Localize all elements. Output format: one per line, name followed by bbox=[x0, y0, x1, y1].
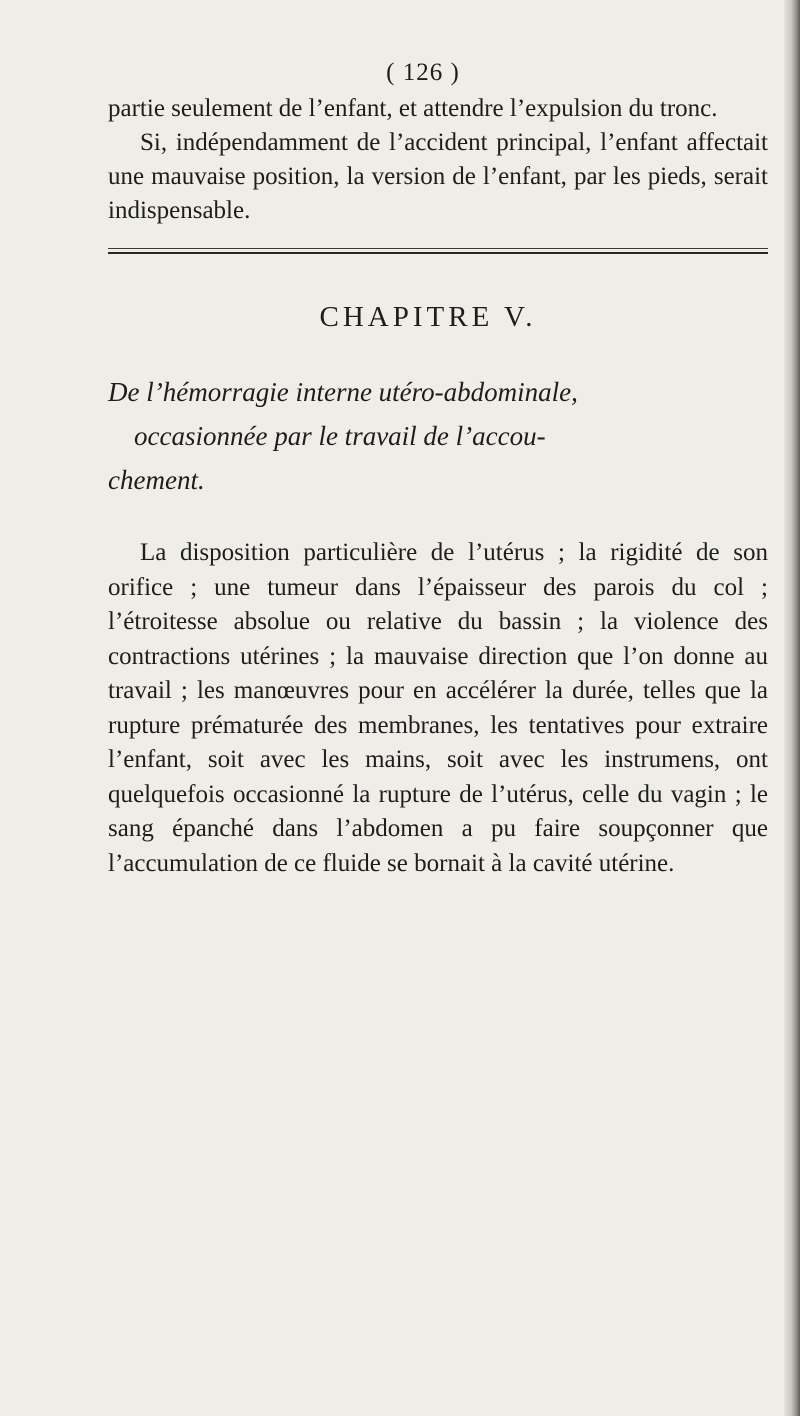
chapter-title: CHAPITRE V. bbox=[319, 301, 537, 333]
body-paragraph: La disposition particulière de l’utérus ; la rigidité de son orifice ; une tumeur dans l’épaisseur des parois du col ; l’étroitesse absolue ou relative du bassin ; la violence des contractions utérines ; la mauvaise direction que l’on donne au travail ; les manœuvres pour en accélérer la durée, telles que la rupture prématurée des membranes, les tentatives pour extraire l’enfant, soit avec les mains, soit avec les instrumens, ont quelquefois occasionné la rupture de l’utérus, celle du vagin ; le sang épanché dans l’abdomen a pu faire soupçonner que l’accumulation de ce fluide se bornait à la cavité utérine. bbox=[108, 539, 768, 877]
chapter-body bbox=[108, 536, 768, 881]
chapter-subtitle bbox=[108, 370, 768, 502]
chapter-subtitle-line-1: De l’hémorragie interne utéro-abdominale, bbox=[108, 377, 578, 407]
paragraph-version: Si, indépendamment de l’accident principal, l’enfant affectait une mauvaise position, la version de l’enfant, par les pieds, serait indispensable. bbox=[108, 129, 768, 224]
divider-thick-line bbox=[108, 252, 768, 254]
page-edge-shadow bbox=[784, 0, 800, 1416]
continuation-paragraph: partie seulement de l’enfant, et attendre l’expulsion du tronc. bbox=[108, 95, 718, 122]
page-content bbox=[108, 58, 768, 881]
page-number: ( 126 ) bbox=[386, 59, 460, 86]
chapter-subtitle-line-2: occasionnée par le travail de l’accou- bbox=[134, 421, 546, 451]
divider-thin-line bbox=[108, 248, 768, 249]
chapter-subtitle-line-3: chement. bbox=[108, 465, 205, 495]
section-divider bbox=[108, 246, 768, 256]
